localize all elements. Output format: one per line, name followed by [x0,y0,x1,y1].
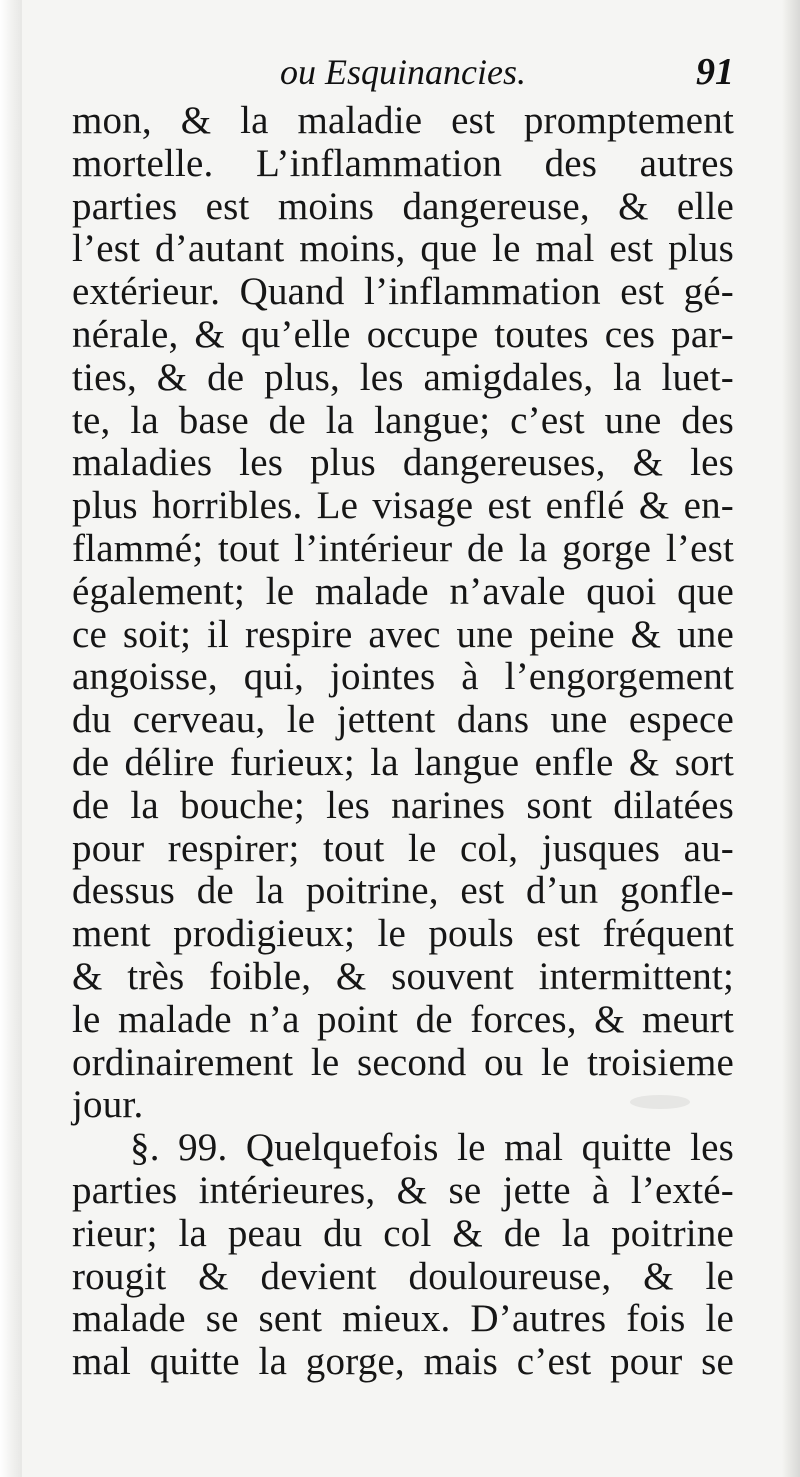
text-line: dessus de la poitrine, est d’un gonfle- [72,869,734,913]
text-line: flammé; tout l’intérieur de la gorge l’est [72,526,734,570]
text-line: ment prodigieux; le pouls est fréquent [72,912,734,956]
text-line: de délire furieux; la langue enfle & sort [72,740,734,784]
text-line: angoisse, qui, jointes à l’engorgement [72,655,734,699]
text-line: de la bouche; les narines sont dilatées [72,783,734,827]
text-line: plus horribles. Le visage est enflé & en- [72,484,734,528]
text-line: maladies les plus dangereuses, & les [72,441,734,485]
text-line: mon, & la maladie est promptement [72,99,734,142]
page-right-edge [782,0,800,1477]
section-99-start-line: §. 99. Quelquefois le mal quitte les [130,1126,734,1170]
paragraph-end-line: jour. [72,1083,144,1127]
text-line: ties, & de plus, les amigdales, la luet- [72,355,734,399]
text-line: le malade n’a point de forces, & meurt [72,997,734,1041]
text-line: extérieur. Quand l’inflammation est gé- [72,270,734,314]
text-line: mal quitte la gorge, mais c’est pour se [72,1340,734,1384]
running-head-title: ou Esquinancies. [280,52,526,92]
text-line: malade se sent mieux. D’autres fois le [72,1297,734,1341]
text-line: rougit & devient douloureuse, & le [72,1254,734,1298]
text-line: nérale, & qu’elle occupe toutes ces par- [72,312,734,356]
text-line: parties intérieures, & se jette à l’exté- [72,1168,734,1212]
text-line: te, la base de la langue; c’est une des [72,398,734,442]
page-number: 91 [696,51,734,93]
text-line: mortelle. L’inflammation des autres [72,141,734,185]
body-text [72,100,734,1384]
text-line: ordinairement le second ou le troisieme [72,1040,734,1084]
text-line: ce soit; il respire avec une peine & une [72,612,734,656]
text-line: pour respirer; tout le col, jusques au- [72,826,734,870]
text-line: rieur; la peau du col & de la poitrine [72,1211,734,1255]
running-head [70,50,734,94]
text-line: l’est d’autant moins, que le mal est plus [72,227,734,271]
page-left-edge [0,0,22,1477]
text-line: du cerveau, le jettent dans une espece [72,698,734,742]
text-line: & très foible, & souvent intermittent; [72,954,734,998]
text-line: également; le malade n’avale quoi que [72,569,734,613]
text-line: parties est moins dangereuse, & elle [72,184,734,228]
